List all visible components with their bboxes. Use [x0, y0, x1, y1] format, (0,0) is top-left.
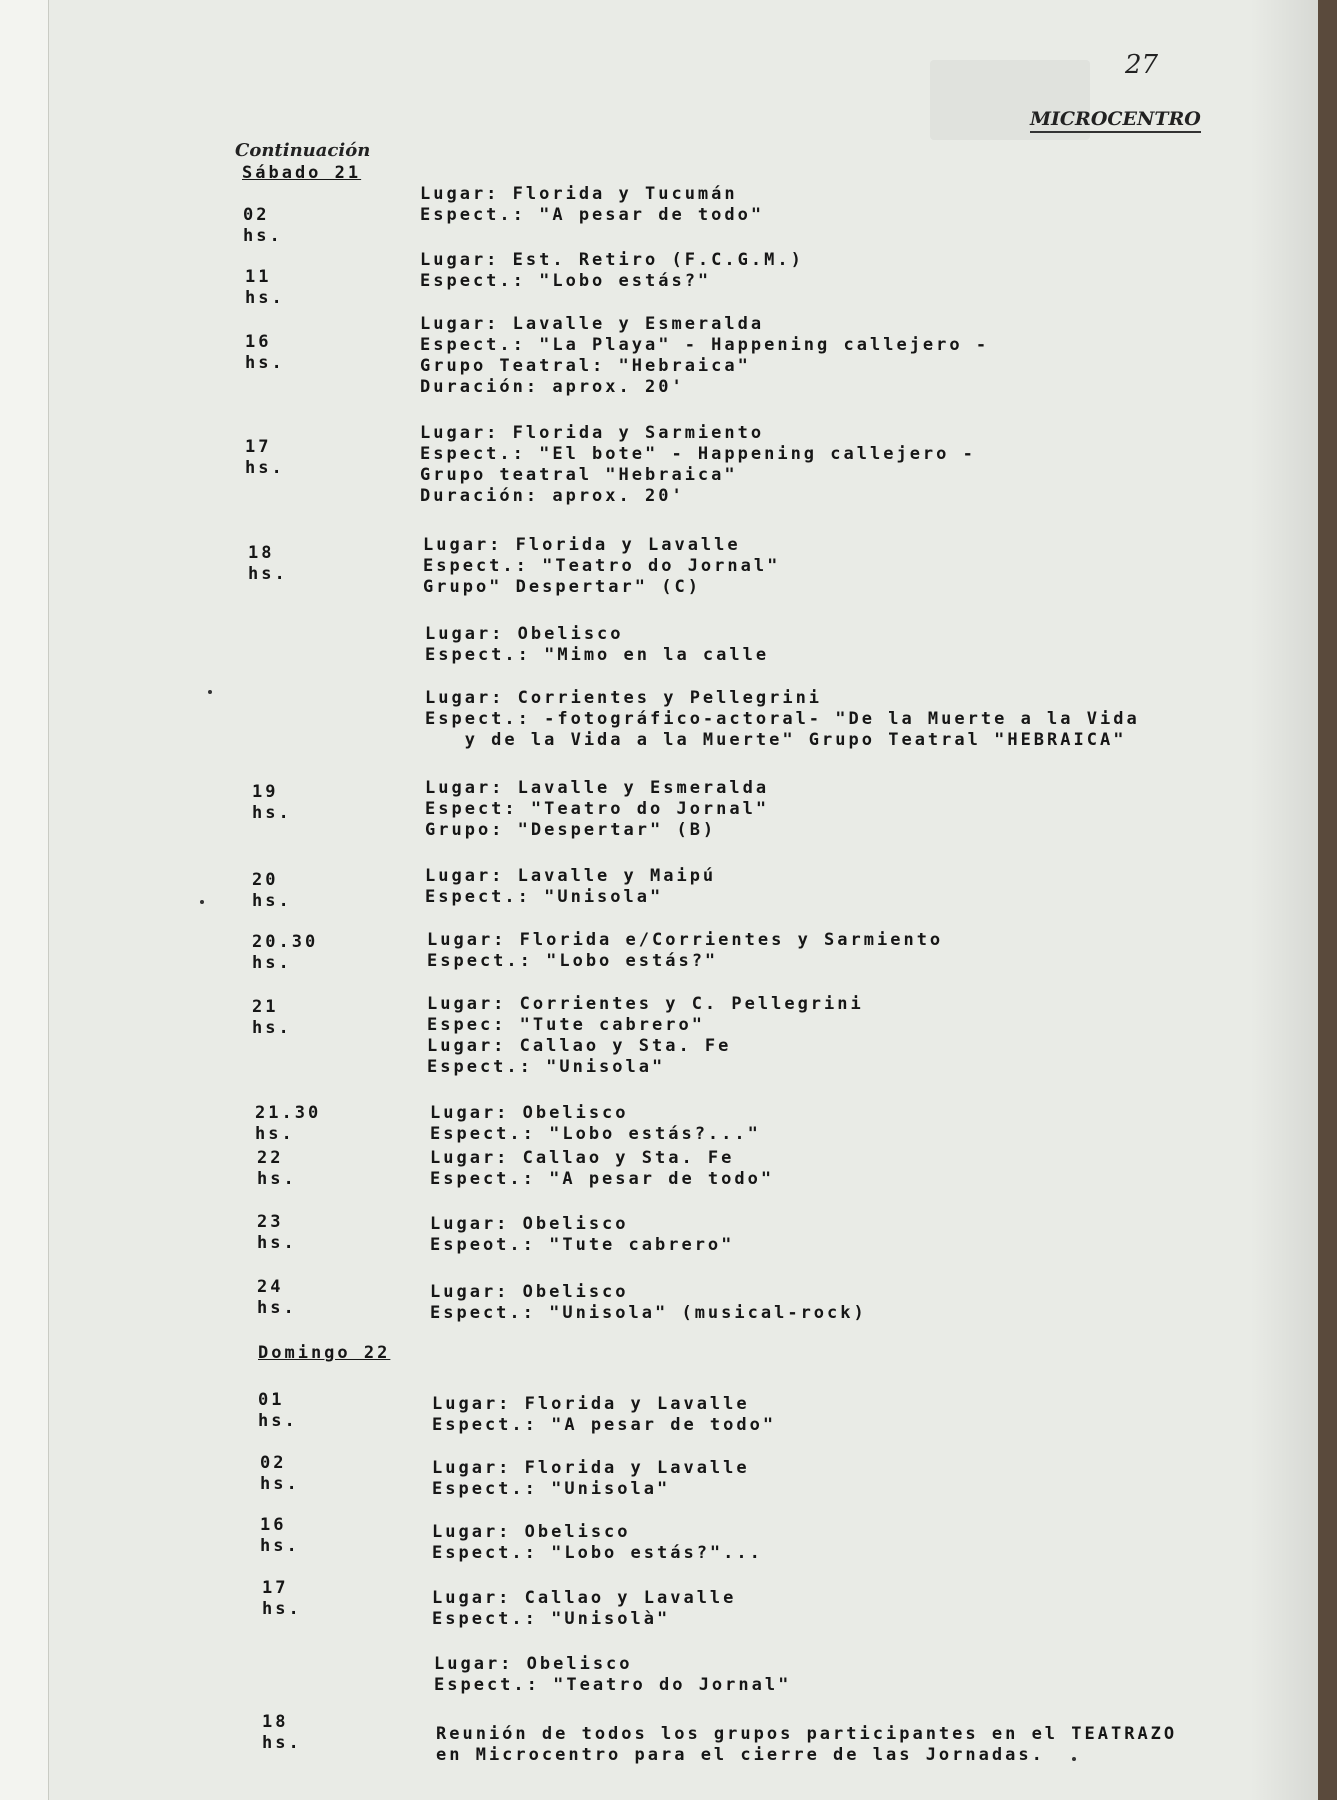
page-left-edge	[0, 0, 49, 1800]
page-number: 27	[1125, 50, 1159, 80]
entry-line: Lugar: Est. Retiro (F.C.G.M.)	[420, 250, 804, 270]
entry-line: en Microcentro para el cierre de las Jornadas.	[436, 1745, 1045, 1765]
entry-time: 02 hs.	[243, 205, 283, 246]
entry-details	[423, 535, 780, 598]
entry-line: Lugar: Obelisco	[434, 1654, 633, 1674]
stray-mark	[200, 900, 204, 904]
entry-details	[420, 250, 804, 292]
entry-line: Espect.: "El bote" - Happening callejero -	[420, 444, 976, 464]
entry-line: Lugar: Corrientes y Pellegrini	[425, 688, 823, 708]
entry-line: Espect.: "Unisolà"	[432, 1609, 671, 1629]
entry-line: Grupo" Despertar" (C)	[423, 577, 701, 597]
entry-line: Espect.: "A pesar de todo"	[420, 205, 765, 225]
header-mark: MICROCENTRO	[1030, 108, 1201, 133]
entry-details	[430, 1148, 774, 1190]
entry-line: Lugar: Callao y Sta. Fe	[430, 1148, 735, 1168]
entry-details	[420, 423, 976, 507]
entry-line: Espect.: "Teatro do Jornal"	[434, 1675, 792, 1695]
entry-line: Lugar: Florida y Tucumán	[420, 184, 738, 204]
section-heading-sunday: Domingo 22	[258, 1343, 391, 1363]
entry-time: 16 hs.	[260, 1515, 300, 1556]
entry-line: Lugar: Callao y Lavalle	[432, 1588, 737, 1608]
entry-line: Espect.: "A pesar de todo"	[430, 1169, 775, 1189]
entry-time: 02 hs.	[260, 1453, 300, 1494]
entry-line: Lugar: Lavalle y Maipú	[425, 866, 717, 886]
entry-line: Lugar: Florida y Lavalle	[423, 535, 741, 555]
entry-details	[432, 1458, 750, 1500]
entry-time: 19 hs.	[252, 782, 292, 823]
entry-time: 01 hs.	[258, 1390, 298, 1431]
entry-time: 21.30 hs.	[255, 1103, 322, 1144]
entry-line: Lugar: Lavalle y Esmeralda	[425, 778, 770, 798]
entry-details	[427, 930, 943, 972]
entry-line: Lugar: Obelisco	[430, 1214, 629, 1234]
entry-line: Espect.: "Lobo estás?"	[420, 271, 712, 291]
entry-time: 18 hs.	[262, 1712, 302, 1753]
continuation-note: Continuación	[235, 140, 371, 161]
entry-line: Espeot.: "Tute cabrero"	[430, 1235, 735, 1255]
entry-line: Espect.: "Unisola"	[425, 887, 664, 907]
entry-line: Grupo: "Despertar" (B)	[425, 820, 717, 840]
entry-time: 20 hs.	[252, 870, 292, 911]
entry-time: 11 hs.	[245, 267, 285, 308]
entry-line: Espect.: "La Playa" - Happening callejero -	[420, 335, 990, 355]
entry-line: Duración: aprox. 20'	[420, 486, 685, 506]
entry-line: Lugar: Obelisco	[430, 1103, 629, 1123]
entry-details	[425, 688, 1140, 751]
section-heading-saturday: Sábado 21	[242, 163, 362, 183]
entry-time: 17 hs.	[245, 437, 285, 478]
entry-time: 24 hs.	[257, 1277, 297, 1318]
entry-line: Espect.: "A pesar de todo"	[432, 1415, 777, 1435]
entry-line: Lugar: Florida y Lavalle	[432, 1458, 750, 1478]
entry-details	[432, 1588, 736, 1630]
entry-details	[425, 778, 769, 841]
entry-line: Lugar: Lavalle y Esmeralda	[420, 314, 765, 334]
entry-details	[432, 1522, 763, 1564]
entry-line: Espect.: "Teatro do Jornal"	[423, 556, 781, 576]
entry-line: Lugar: Florida y Lavalle	[432, 1394, 750, 1414]
entry-time: 22 hs.	[257, 1148, 297, 1189]
entry-time: 20.30 hs.	[252, 932, 319, 973]
entry-details	[434, 1654, 791, 1696]
entry-line: Duración: aprox. 20'	[420, 377, 685, 397]
entry-line: Espect: "Teatro do Jornal"	[425, 799, 770, 819]
entry-details	[436, 1724, 1177, 1766]
entry-details	[427, 994, 864, 1078]
entry-line: Lugar: Corrientes y C. Pellegrini	[427, 994, 864, 1014]
entry-details	[430, 1103, 761, 1145]
entry-time: 23 hs.	[257, 1212, 297, 1253]
entry-line: Espect.: "Lobo estás?..."	[430, 1124, 761, 1144]
entry-line: Lugar: Obelisco	[432, 1522, 631, 1542]
entry-line: Espect.: "Mimo en la calle	[425, 645, 770, 665]
entry-details	[430, 1214, 734, 1256]
entry-time: 16 hs.	[245, 332, 285, 373]
entry-details	[425, 624, 769, 666]
page-shadow	[1250, 0, 1318, 1800]
entry-line: Lugar: Florida y Sarmiento	[420, 423, 765, 443]
entry-line: Espect.: "Unisola"	[432, 1479, 671, 1499]
entry-line: Lugar: Obelisco	[425, 624, 624, 644]
entry-line: Grupo teatral "Hebraica"	[420, 465, 738, 485]
entry-line: Espect.: "Lobo estás?"...	[432, 1543, 763, 1563]
entry-line: Espect.: "Unisola"	[427, 1057, 666, 1077]
entry-line: y de la Vida a la Muerte" Grupo Teatral "HEBRAICA"	[425, 730, 1127, 750]
entry-time: 21 hs.	[252, 997, 292, 1038]
entry-line: Lugar: Obelisco	[430, 1282, 629, 1302]
entry-details	[425, 866, 716, 908]
stray-mark	[1072, 1757, 1076, 1761]
entry-line: Reunión de todos los grupos participantes en el TEATRAZO	[436, 1724, 1178, 1744]
entry-line: Espect.: "Lobo estás?"	[427, 951, 719, 971]
entry-line: Espect.: "Unisola" (musical-rock)	[430, 1303, 867, 1323]
stray-mark	[208, 690, 212, 694]
entry-time: 17 hs.	[262, 1578, 302, 1619]
entry-details	[420, 184, 764, 226]
entry-line: Lugar: Florida e/Corrientes y Sarmiento	[427, 930, 944, 950]
entry-line: Grupo Teatral: "Hebraica"	[420, 356, 751, 376]
entry-line: Espec: "Tute cabrero"	[427, 1015, 705, 1035]
entry-time: 18 hs.	[248, 543, 288, 584]
entry-details	[420, 314, 989, 398]
entry-line: Lugar: Callao y Sta. Fe	[427, 1036, 732, 1056]
entry-details	[430, 1282, 867, 1324]
entry-details	[432, 1394, 776, 1436]
entry-line: Espect.: -fotográfico-actoral- "De la Muerte a la Vida	[425, 709, 1140, 729]
